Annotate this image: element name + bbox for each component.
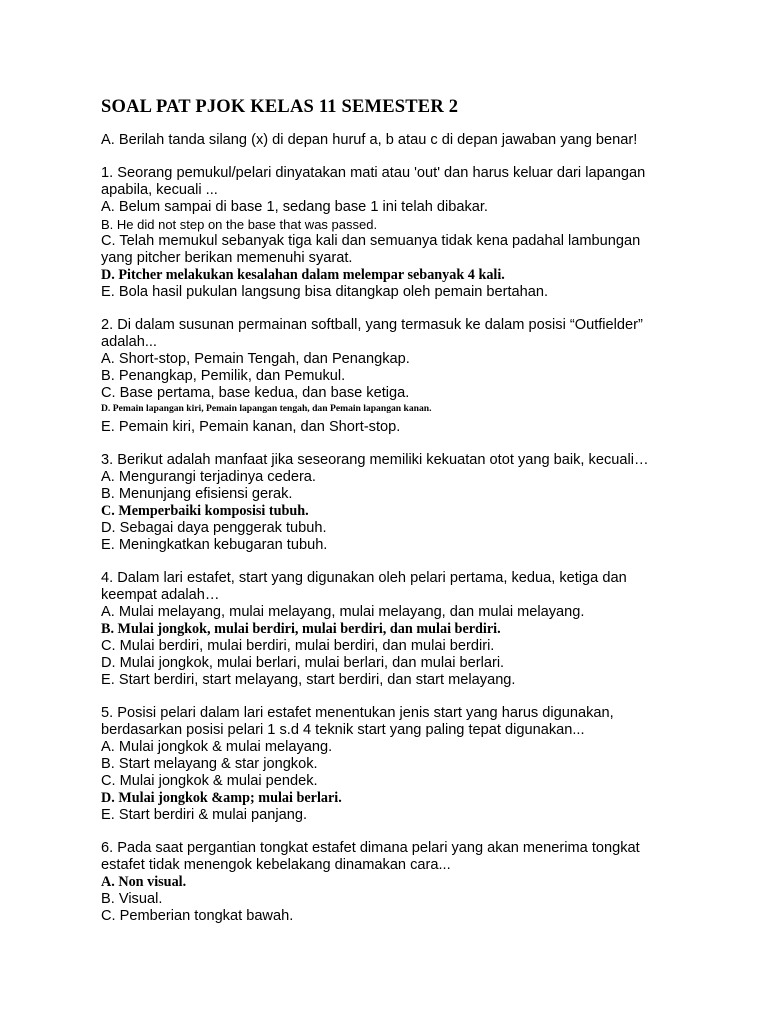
option-c: C. Mulai jongkok & mulai pendek. xyxy=(101,773,318,789)
option-a-answer: A. Non visual. xyxy=(101,874,187,890)
option-a: A. Mulai melayang, mulai melayang, mulai melayang, dan mulai melayang. xyxy=(101,604,585,620)
question-2 xyxy=(101,317,711,436)
question-stem: adalah... xyxy=(101,334,157,350)
spacer xyxy=(101,554,711,570)
option-a: A. Mulai jongkok & mulai melayang. xyxy=(101,739,333,755)
document-title: SOAL PAT PJOK KELAS 11 SEMESTER 2 xyxy=(101,97,459,117)
option-b-answer: B. Mulai jongkok, mulai berdiri, mulai berdiri, dan mulai berdiri. xyxy=(101,621,501,637)
question-3 xyxy=(101,452,711,554)
spacer xyxy=(101,149,711,165)
option-c: C. Telah memukul sebanyak tiga kali dan semuanya tidak kena padahal lambungan xyxy=(101,233,641,249)
question-1 xyxy=(101,165,711,301)
spacer xyxy=(101,436,711,452)
question-6 xyxy=(101,840,711,925)
option-d: D. Mulai jongkok, mulai berlari, mulai berlari, dan mulai berlari. xyxy=(101,655,505,671)
question-5 xyxy=(101,705,711,824)
question-stem: 3. Berikut adalah manfaat jika seseorang memiliki kekuatan otot yang baik, kecuali… xyxy=(101,452,649,468)
question-stem: keempat adalah… xyxy=(101,587,220,603)
option-d: D. Sebagai daya penggerak tubuh. xyxy=(101,520,327,536)
question-stem: estafet tidak menengok kebelakang dinamakan cara... xyxy=(101,857,451,873)
option-b: B. Visual. xyxy=(101,891,163,907)
question-stem: 1. Seorang pemukul/pelari dinyatakan mati atau 'out' dan harus keluar dari lapangan xyxy=(101,165,646,181)
option-b: B. Menunjang efisiensi gerak. xyxy=(101,486,293,502)
option-c: yang pitcher berikan memenuhi syarat. xyxy=(101,250,353,266)
option-e: E. Meningkatkan kebugaran tubuh. xyxy=(101,537,328,553)
question-stem: berdasarkan posisi pelari 1 s.d 4 teknik start yang paling tepat digunakan... xyxy=(101,722,585,738)
question-stem: 6. Pada saat pergantian tongkat estafet dimana pelari yang akan menerima tongkat xyxy=(101,840,640,856)
question-stem: 5. Posisi pelari dalam lari estafet menentukan jenis start yang harus digunakan, xyxy=(101,705,614,721)
option-c: C. Base pertama, base kedua, dan base ketiga. xyxy=(101,385,410,401)
option-e: E. Start berdiri, start melayang, start berdiri, dan start melayang. xyxy=(101,672,516,688)
document-page xyxy=(101,96,711,925)
question-4 xyxy=(101,570,711,689)
question-stem: apabila, kecuali ... xyxy=(101,182,218,198)
option-d-answer: D. Pemain lapangan kiri, Pemain lapangan tengah, dan Pemain lapangan kanan. xyxy=(101,403,432,414)
option-a: A. Belum sampai di base 1, sedang base 1 ini telah dibakar. xyxy=(101,199,488,215)
question-stem: 4. Dalam lari estafet, start yang digunakan oleh pelari pertama, kedua, ketiga dan xyxy=(101,570,627,586)
option-c: C. Mulai berdiri, mulai berdiri, mulai berdiri, dan mulai berdiri. xyxy=(101,638,495,654)
option-e: E. Bola hasil pukulan langsung bisa ditangkap oleh pemain bertahan. xyxy=(101,284,549,300)
option-d-answer: D. Mulai jongkok &amp; mulai berlari. xyxy=(101,790,342,806)
option-a: A. Short-stop, Pemain Tengah, dan Penangkap. xyxy=(101,351,410,367)
spacer xyxy=(101,824,711,840)
option-a: A. Mengurangi terjadinya cedera. xyxy=(101,469,316,485)
spacer xyxy=(101,301,711,317)
option-b: B. Penangkap, Pemilik, dan Pemukul. xyxy=(101,368,346,384)
spacer xyxy=(101,689,711,705)
option-e: E. Pemain kiri, Pemain kanan, dan Short-stop. xyxy=(101,419,401,435)
option-e: E. Start berdiri & mulai panjang. xyxy=(101,807,308,823)
option-b: B. Start melayang & star jongkok. xyxy=(101,756,318,772)
question-stem: 2. Di dalam susunan permainan softball, yang termasuk ke dalam posisi “Outfielder” xyxy=(101,317,643,333)
option-c: C. Pemberian tongkat bawah. xyxy=(101,908,294,924)
option-d-answer: D. Pitcher melakukan kesalahan dalam melempar sebanyak 4 kali. xyxy=(101,267,505,283)
option-c-answer: C. Memperbaiki komposisi tubuh. xyxy=(101,503,309,519)
instruction-text: A. Berilah tanda silang (x) di depan huruf a, b atau c di depan jawaban yang benar! xyxy=(101,132,638,148)
option-b: B. He did not step on the base that was passed. xyxy=(101,217,378,232)
